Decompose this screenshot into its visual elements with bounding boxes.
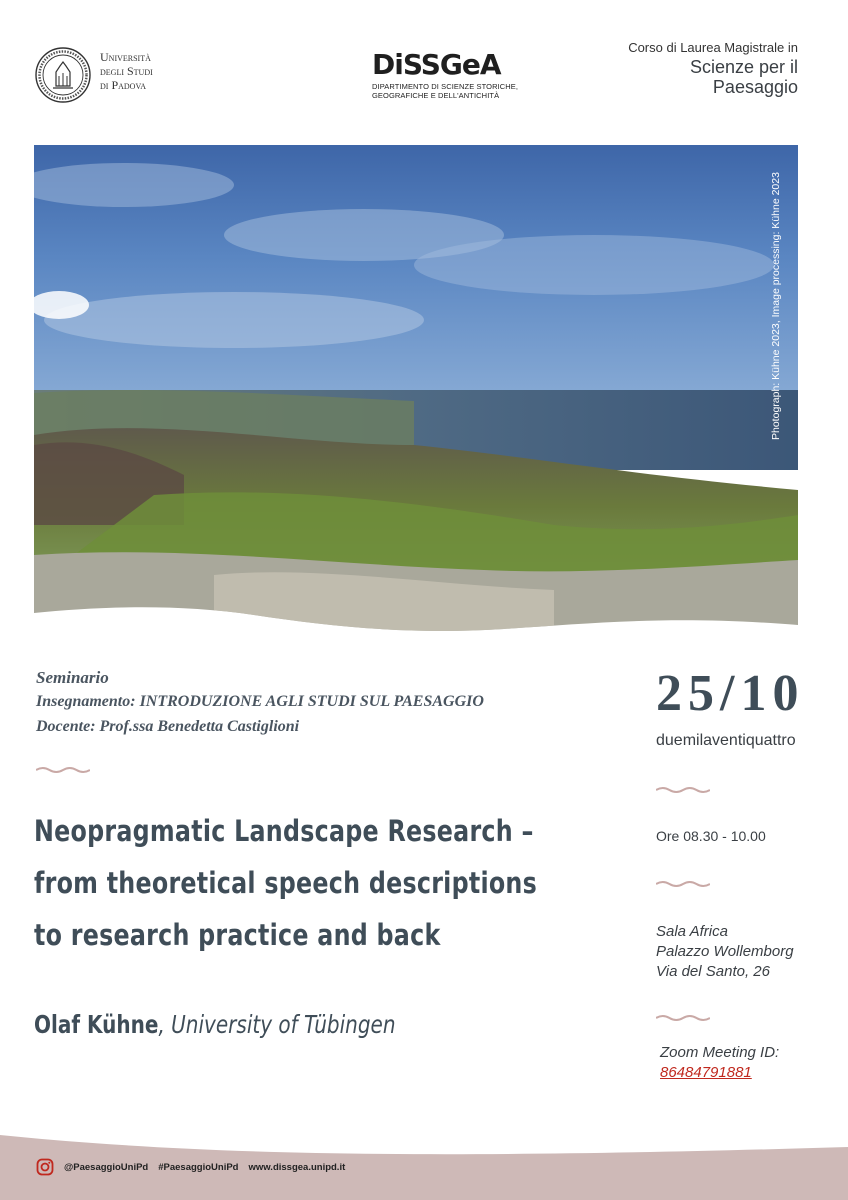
course-intro: Corso di Laurea Magistrale in — [628, 40, 798, 55]
university-name-line: di Padova — [100, 78, 146, 92]
course-name-line: Scienze per il — [689, 57, 798, 77]
zoom-info — [660, 1043, 779, 1083]
talk-title — [34, 805, 538, 961]
zoom-label: Zoom Meeting ID: — [660, 1044, 780, 1061]
speaker — [34, 1010, 396, 1039]
event-time: Ore 08.30 - 10.00 — [656, 828, 766, 844]
lecturer-info: Docente: Prof.ssa Benedetta Castiglioni — [36, 718, 300, 735]
photo-credit: Photograph: Kühne 2023, Image processing: Kühne 2023 — [770, 172, 782, 440]
talk-title-line: from theoretical speech descriptions — [34, 866, 538, 900]
department-subtitle-line: DIPARTIMENTO DI SCIENZE STORICHE, — [372, 82, 519, 91]
event-type: Seminario — [36, 668, 109, 687]
department-subtitle-line: GEOGRAFICHE E DELL'ANTICHITÀ — [372, 91, 500, 100]
speaker-affiliation: , University of Tübingen — [158, 1010, 396, 1039]
zoom-meeting-id-link[interactable]: 86484791881 — [660, 1064, 752, 1081]
university-name-line: Università — [100, 50, 151, 64]
landscape-photo — [34, 145, 798, 635]
talk-title-line: Neopragmatic Landscape Research – — [34, 814, 534, 848]
website-link[interactable]: www.dissgea.unipd.it — [248, 1161, 346, 1173]
department-subtitle — [372, 82, 518, 100]
department-wordmark: DiSSGeA — [372, 48, 501, 81]
venue-line: Sala Africa — [656, 923, 728, 940]
hashtag: #PaesaggioUniPd — [158, 1161, 239, 1173]
university-name-line: degli Studi — [100, 64, 153, 78]
degree-course — [558, 40, 798, 97]
talk-title-line: to research practice and back — [34, 918, 441, 952]
instagram-icon[interactable] — [36, 1158, 54, 1176]
university-seal-logo — [34, 46, 92, 104]
event-date: 25/10 — [656, 665, 805, 722]
squiggle-divider — [36, 766, 90, 774]
squiggle-divider — [656, 786, 710, 794]
speaker-name: Olaf Kühne — [34, 1010, 159, 1039]
venue-line: Via del Santo, 26 — [656, 963, 770, 980]
venue-line: Palazzo Wollemborg — [656, 943, 794, 960]
event-venue — [656, 922, 794, 982]
department-logo — [372, 50, 518, 100]
course-name-line: Paesaggio — [712, 77, 798, 97]
squiggle-divider — [656, 1014, 710, 1022]
instagram-handle[interactable]: @PaesaggioUniPd — [64, 1161, 149, 1173]
event-year: duemilaventiquattro — [656, 732, 796, 749]
footer-social — [36, 1158, 345, 1176]
squiggle-divider — [656, 880, 710, 888]
university-name — [100, 50, 153, 92]
course-info: Insegnamento: INTRODUZIONE AGLI STUDI SUL PAESAGGIO — [36, 693, 484, 710]
